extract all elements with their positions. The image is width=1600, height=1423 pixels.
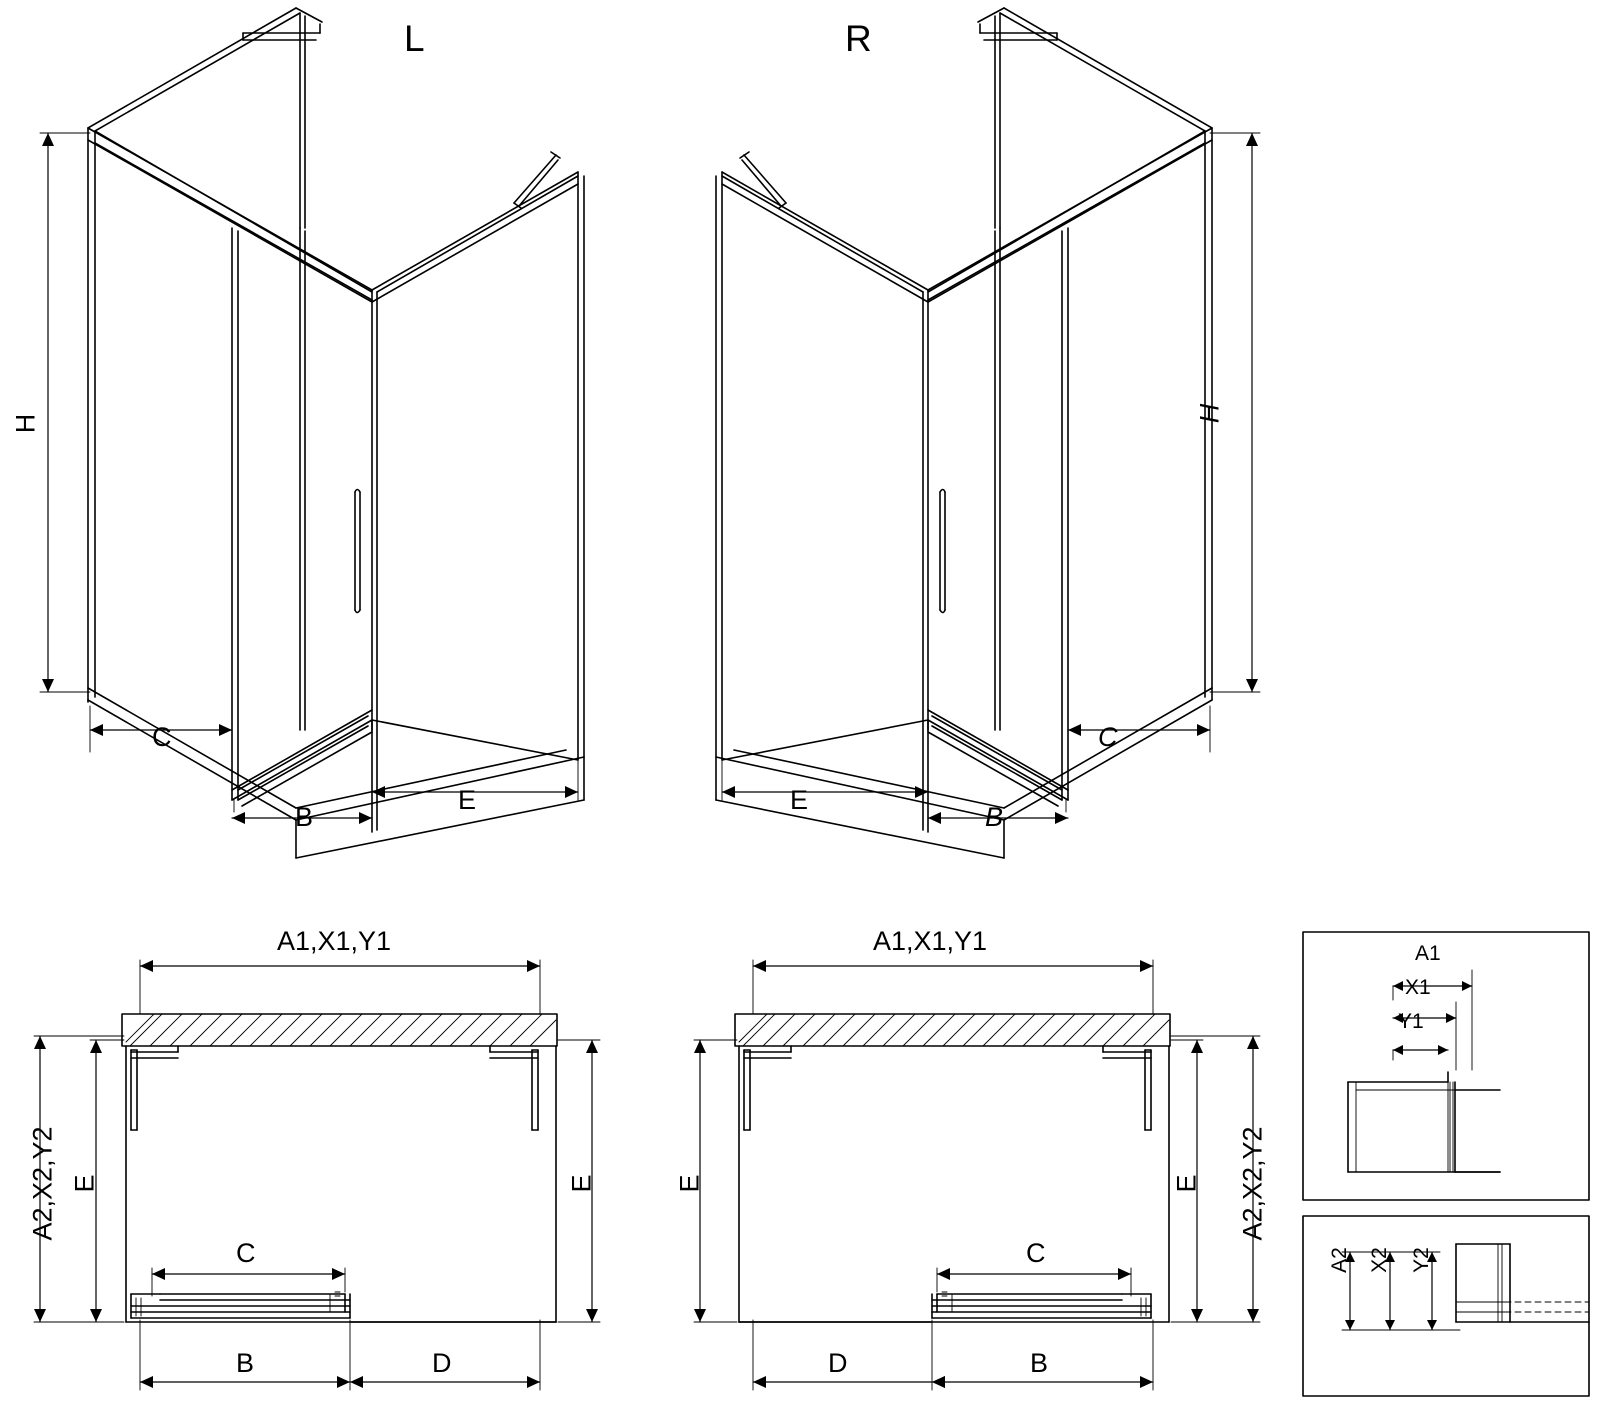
- dim-label-c-iso-right: C: [1098, 722, 1118, 752]
- detail-dim-label-a2: A2: [1327, 1247, 1351, 1273]
- view-title-right: R: [845, 18, 872, 59]
- dim-label-e-plan-left-outer: E: [566, 1174, 597, 1193]
- plan-view-left: [34, 960, 600, 1390]
- dim-label-a2x2y2-right: A2,X2,Y2: [1237, 1126, 1268, 1241]
- dim-label-e-plan-right-outer: E: [674, 1174, 705, 1193]
- dim-label-a2x2y2-left: A2,X2,Y2: [27, 1126, 58, 1241]
- detail-dim-label-x1: X1: [1405, 976, 1431, 999]
- dim-label-e-iso-right: E: [790, 785, 809, 815]
- dim-label-c-plan-left: C: [236, 1238, 256, 1268]
- dim-label-b-plan-left: B: [236, 1348, 255, 1378]
- dim-label-e-iso-left: E: [458, 785, 477, 815]
- detail-dim-label-y2: Y2: [1409, 1247, 1433, 1273]
- dim-label-c-plan-right: C: [1026, 1238, 1046, 1268]
- detail-dim-label-a1: A1: [1415, 942, 1441, 965]
- dim-label-d-plan-left: D: [432, 1348, 452, 1378]
- dim-label-a1x1y1-left: A1,X1,Y1: [277, 926, 392, 956]
- view-title-left: L: [404, 18, 425, 59]
- dim-label-d-plan-right: D: [828, 1348, 848, 1378]
- iso-view-right: [716, 8, 1260, 858]
- dim-label-e-plan-left-inner: E: [69, 1174, 100, 1193]
- dim-label-a1x1y1-right: A1,X1,Y1: [873, 926, 988, 956]
- dim-label-h-right: H: [1194, 403, 1225, 424]
- iso-view-left: [40, 8, 584, 858]
- detail-dim-label-x2: X2: [1367, 1247, 1391, 1273]
- dim-label-h-left: H: [10, 413, 41, 434]
- detail-view-bottom: [1303, 1216, 1589, 1396]
- dim-label-b-plan-right: B: [1030, 1348, 1049, 1378]
- dim-label-b-iso-left: B: [295, 802, 314, 832]
- dim-label-c-iso-left: C: [152, 722, 172, 752]
- detail-view-top: [1303, 932, 1589, 1200]
- dim-label-e-plan-right-inner: E: [1171, 1174, 1202, 1193]
- detail-dim-label-y1: Y1: [1398, 1010, 1424, 1033]
- dim-label-b-iso-right: B: [985, 802, 1004, 832]
